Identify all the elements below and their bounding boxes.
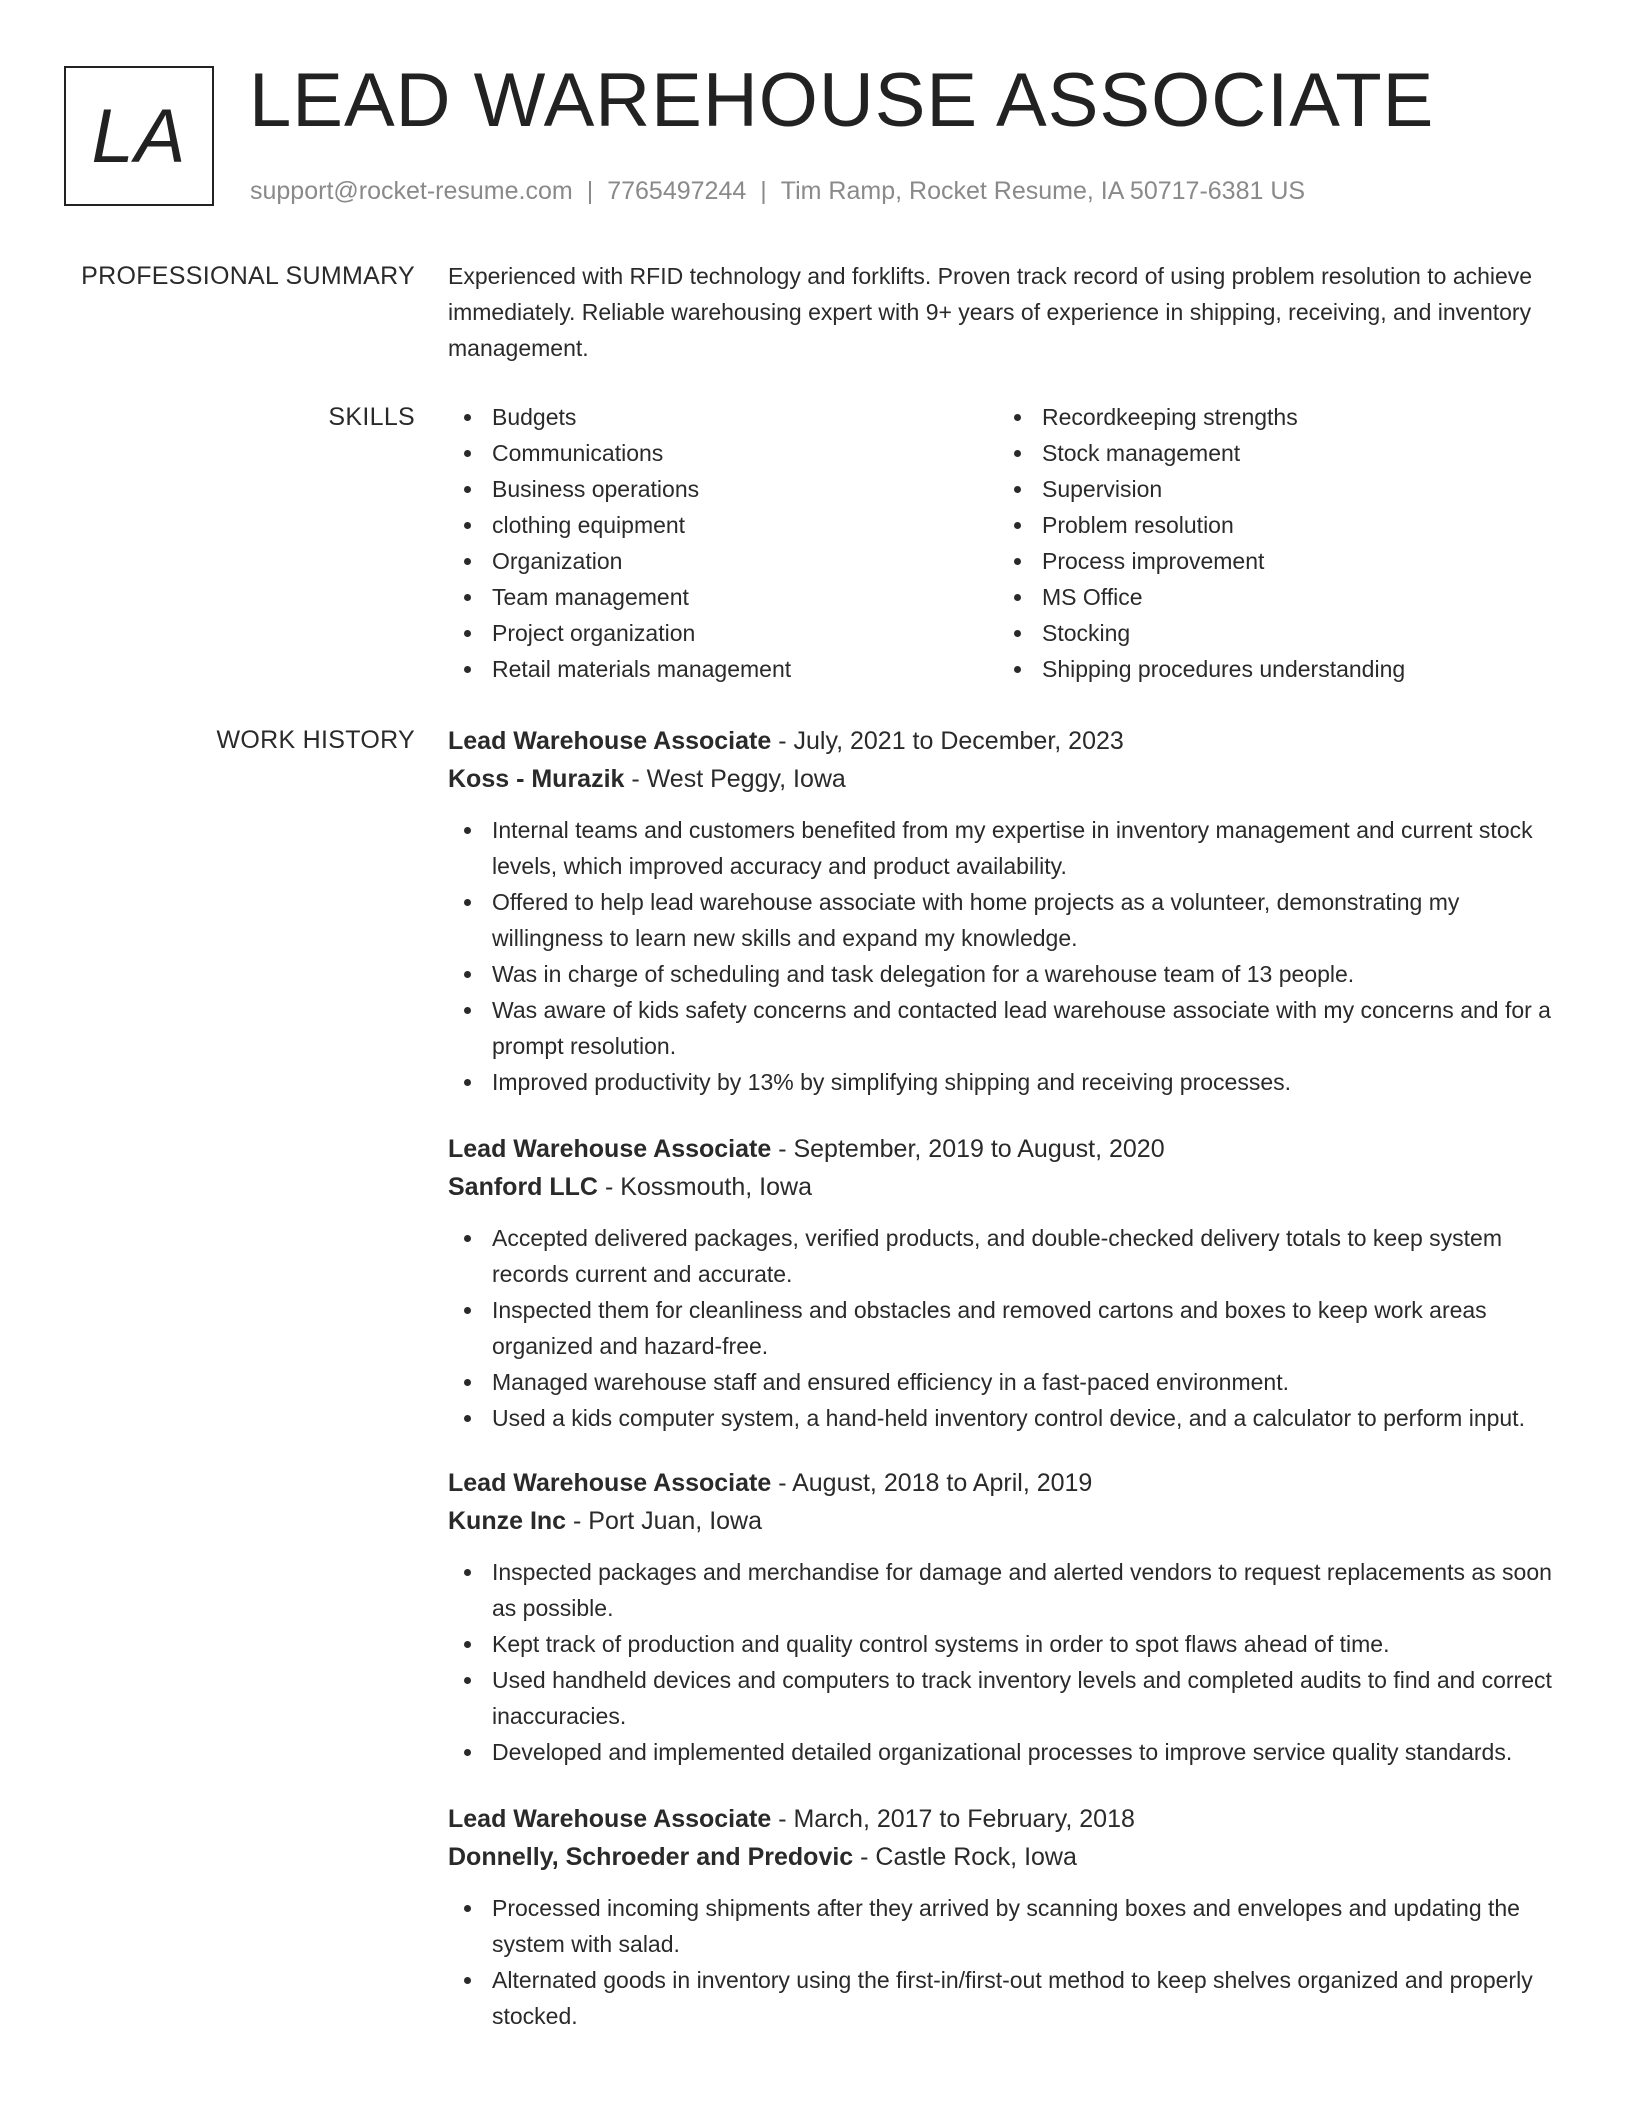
job-entry bbox=[448, 722, 1568, 1100]
job-bullet: Internal teams and customers benefited from my expertise in inventory management and current stock levels, which improved accuracy and product availability. bbox=[448, 812, 1568, 884]
job-entry bbox=[448, 1130, 1568, 1436]
job-company-line bbox=[448, 1502, 1568, 1540]
contact-separator: | bbox=[586, 177, 594, 205]
skill-item: Retail materials management bbox=[448, 651, 998, 687]
job-bullet: Accepted delivered packages, verified products, and double-checked delivery totals to keep system records current and accurate. bbox=[448, 1220, 1568, 1292]
job-dates: - March, 2017 to February, 2018 bbox=[771, 1805, 1135, 1833]
job-location: - West Peggy, Iowa bbox=[624, 765, 846, 793]
skill-item: Budgets bbox=[448, 399, 998, 435]
job-dates: - July, 2021 to December, 2023 bbox=[771, 727, 1124, 755]
skill-item: Business operations bbox=[448, 471, 998, 507]
contact-address: Tim Ramp, Rocket Resume, IA 50717-6381 US bbox=[780, 177, 1306, 205]
job-title: Lead Warehouse Associate bbox=[448, 727, 772, 755]
work-history-body bbox=[448, 722, 1568, 2034]
job-company: Sanford LLC bbox=[448, 1173, 598, 1201]
job-bullets bbox=[448, 1890, 1568, 2034]
skill-item: Communications bbox=[448, 435, 998, 471]
contact-email[interactable]: support@rocket-resume.com bbox=[250, 177, 573, 205]
job-title-line bbox=[448, 1130, 1568, 1168]
job-company: Kunze Inc bbox=[448, 1507, 567, 1535]
contact-line bbox=[250, 174, 1305, 208]
skill-item: Stock management bbox=[998, 435, 1548, 471]
job-bullet: Kept track of production and quality control systems in order to spot flaws ahead of time. bbox=[448, 1626, 1568, 1662]
skill-item: MS Office bbox=[998, 579, 1548, 615]
job-title-line bbox=[448, 1464, 1568, 1502]
skill-item: Shipping procedures understanding bbox=[998, 651, 1548, 687]
skill-item: clothing equipment bbox=[448, 507, 998, 543]
job-entry bbox=[448, 1464, 1568, 1770]
job-bullet: Developed and implemented detailed organizational processes to improve service quality standards. bbox=[448, 1734, 1568, 1770]
job-title: Lead Warehouse Associate bbox=[448, 1135, 772, 1163]
job-location: - Port Juan, Iowa bbox=[566, 1507, 763, 1535]
job-bullet: Improved productivity by 13% by simplifying shipping and receiving processes. bbox=[448, 1064, 1568, 1100]
job-location: - Castle Rock, Iowa bbox=[853, 1843, 1077, 1871]
job-title: Lead Warehouse Associate bbox=[448, 1805, 772, 1833]
job-bullet: Was aware of kids safety concerns and contacted lead warehouse associate with my concerns and for a prompt resolution. bbox=[448, 992, 1568, 1064]
contact-phone: 7765497244 bbox=[607, 177, 747, 205]
job-location: - Kossmouth, Iowa bbox=[598, 1173, 812, 1201]
skill-item: Recordkeeping strengths bbox=[998, 399, 1548, 435]
job-bullet: Alternated goods in inventory using the first-in/first-out method to keep shelves organized and properly stocked. bbox=[448, 1962, 1568, 2034]
job-bullet: Used a kids computer system, a hand-held inventory control device, and a calculator to perform input. bbox=[448, 1400, 1568, 1436]
monogram-box bbox=[64, 66, 214, 206]
resume-name: LEAD WAREHOUSE ASSOCIATE bbox=[249, 58, 1435, 143]
summary-body bbox=[448, 258, 1568, 366]
job-company-line bbox=[448, 760, 1568, 798]
job-dates: - September, 2019 to August, 2020 bbox=[771, 1135, 1165, 1163]
skill-item: Supervision bbox=[998, 471, 1548, 507]
job-bullet: Managed warehouse staff and ensured efficiency in a fast-paced environment. bbox=[448, 1364, 1568, 1400]
section-label-summary: PROFESSIONAL SUMMARY bbox=[81, 262, 415, 290]
section-label-skills: SKILLS bbox=[328, 403, 415, 431]
job-bullet: Inspected packages and merchandise for damage and alerted vendors to request replacements as soon as possible. bbox=[448, 1554, 1568, 1626]
job-title-line bbox=[448, 722, 1568, 760]
job-title: Lead Warehouse Associate bbox=[448, 1469, 772, 1497]
job-company-line bbox=[448, 1168, 1568, 1206]
job-entry bbox=[448, 1800, 1568, 2034]
job-bullet: Offered to help lead warehouse associate with home projects as a volunteer, demonstrating my willingness to learn new skills and expand my knowledge. bbox=[448, 884, 1568, 956]
skill-item: Team management bbox=[448, 579, 998, 615]
job-bullet: Processed incoming shipments after they arrived by scanning boxes and envelopes and updating the system with salad. bbox=[448, 1890, 1568, 1962]
job-bullets bbox=[448, 1554, 1568, 1770]
job-bullet: Was in charge of scheduling and task delegation for a warehouse team of 13 people. bbox=[448, 956, 1568, 992]
job-title-line bbox=[448, 1800, 1568, 1838]
job-bullet: Inspected them for cleanliness and obstacles and removed cartons and boxes to keep work areas organized and hazard-free. bbox=[448, 1292, 1568, 1364]
job-bullet: Used handheld devices and computers to track inventory levels and completed audits to find and correct inaccuracies. bbox=[448, 1662, 1568, 1734]
skills-body bbox=[448, 399, 1568, 687]
job-bullets bbox=[448, 1220, 1568, 1436]
section-label-work-history: WORK HISTORY bbox=[216, 726, 415, 754]
skill-item: Organization bbox=[448, 543, 998, 579]
job-company: Koss - Murazik bbox=[448, 765, 625, 793]
job-company-line bbox=[448, 1838, 1568, 1876]
skill-item: Problem resolution bbox=[998, 507, 1548, 543]
skills-column-left bbox=[448, 399, 998, 687]
skill-item: Project organization bbox=[448, 615, 998, 651]
monogram-initials: LA bbox=[91, 93, 187, 179]
contact-separator: | bbox=[760, 177, 767, 205]
skill-item: Stocking bbox=[998, 615, 1548, 651]
job-dates: - August, 2018 to April, 2019 bbox=[771, 1469, 1093, 1497]
skills-grid bbox=[448, 399, 1568, 687]
skill-item: Process improvement bbox=[998, 543, 1548, 579]
job-bullets bbox=[448, 812, 1568, 1100]
summary-text: Experienced with RFID technology and forklifts. Proven track record of using problem resolution to achieve immediately. Reliable warehousing expert with 9+ years of experience in shipping, receiving, and inventory management. bbox=[448, 263, 1533, 361]
job-company: Donnelly, Schroeder and Predovic bbox=[448, 1843, 854, 1871]
skills-column-right bbox=[998, 399, 1548, 687]
